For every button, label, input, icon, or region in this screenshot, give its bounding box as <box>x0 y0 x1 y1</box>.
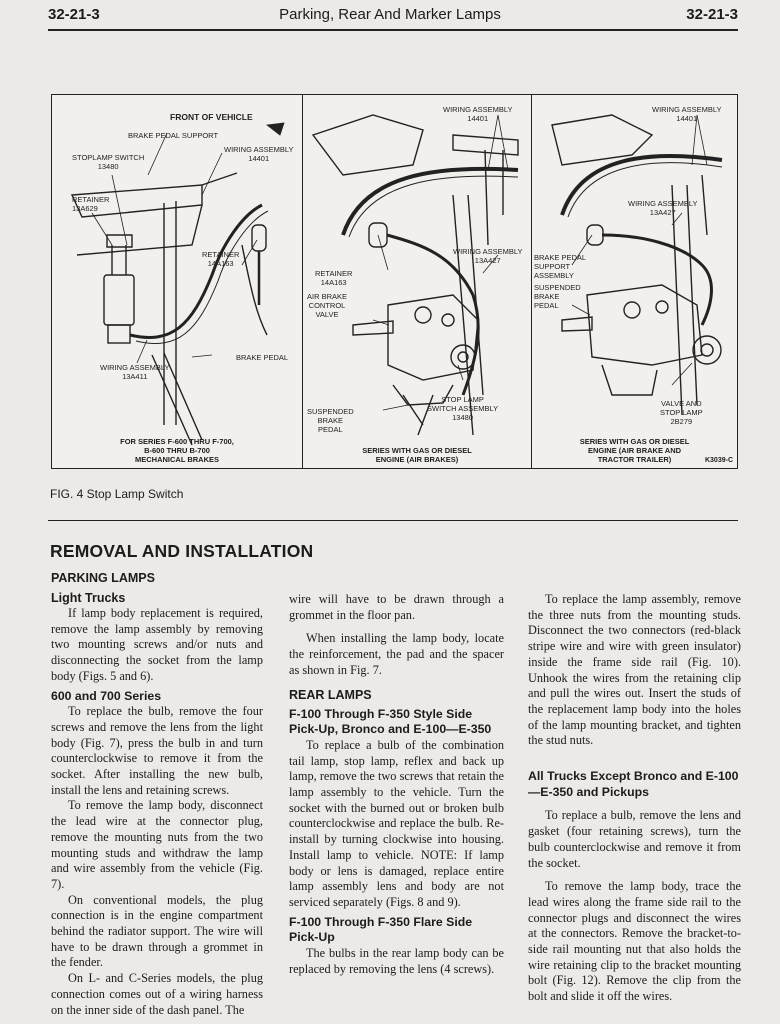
section-rule <box>48 520 738 521</box>
panel2-caption: SERIES WITH GAS OR DIESEL ENGINE (AIR BRAKES) <box>362 446 472 464</box>
tractor-trailer-illustration <box>532 95 737 468</box>
figure-panel-mechanical-brakes <box>52 95 303 468</box>
figure-panel-tractor-trailer <box>532 95 737 468</box>
label-wiring-assembly-13a427: WIRING ASSEMBLY 13A427 <box>628 199 698 217</box>
page-number-left: 32-21-3 <box>48 6 100 23</box>
paragraph: To replace a bulb of the combination tail lamp, stop lamp, reflex and back up lamp, remove the two screws that retain the lamp assembly to the vehicle. Turn the socket with the burned out or broken bulb counterclockwise and replace the bulb. Re-install by turning clockwise into housing. Install lamp to vehicle. NOTE: If lamp body or lens is damaged, replace entire lamp assembly lens and body are not serviced separately (Figs. 8 and 9). <box>289 737 504 909</box>
paragraph: To remove the lamp body, trace the lead wires along the frame side rail to the connector plugs and disconnect the wires at the connectors. Remove the bracket-to-side rail mounting nut that also holds the wire retaining clip to the bracket mounting bolt (Fig. 12). Remove the clip from the bolt and slide it off the wires. <box>528 879 741 1004</box>
text-column-1 <box>51 570 263 1018</box>
paragraph: On conventional models, the plug connection is in the engine compartment behind the radiator support. The wire will have to be drawn through a grommet in the fender. <box>51 892 263 970</box>
heading-light-trucks: Light Trucks <box>51 591 126 605</box>
header-rule <box>48 29 738 31</box>
heading-rear-lamps: REAR LAMPS <box>289 687 372 702</box>
label-retainer-13a629: RETAINER 13A629 <box>72 195 110 213</box>
label-suspended-brake-pedal: SUSPENDED BRAKE PEDAL <box>534 283 581 310</box>
label-valve-and-stop-lamp: VALVE AND STOP LAMP 2B279 <box>660 399 703 426</box>
heading-parking-lamps: PARKING LAMPS <box>51 571 155 585</box>
figure-caption: FIG. 4 Stop Lamp Switch <box>50 487 184 501</box>
paragraph: If lamp body replacement is required, remove the lamp assembly by removing two mounting screws and/or nuts and disconnecting the socket from the lamp body (Figs. 5 and 6). <box>51 606 263 683</box>
label-air-brake-control-valve: AIR BRAKE CONTROL VALVE <box>307 292 348 319</box>
panel1-caption: FOR SERIES F-600 THRU F-700, B-600 THRU B-700 MECHANICAL BRAKES <box>120 437 234 464</box>
page-header-title: Parking, Rear And Marker Lamps <box>279 6 501 23</box>
label-retainer-14a163: RETAINER 14A163 <box>202 250 240 268</box>
label-brake-pedal-support-assembly: BRAKE PEDAL SUPPORT ASSEMBLY <box>534 253 587 280</box>
label-brake-pedal: BRAKE PEDAL <box>236 353 289 362</box>
figure-stop-lamp-switch <box>51 94 738 469</box>
label-wiring-assembly-13a427: WIRING ASSEMBLY 13A427 <box>453 247 523 265</box>
label-wiring-assembly-14401: WIRING ASSEMBLY 14401 <box>652 105 722 123</box>
section-title: REMOVAL AND INSTALLATION <box>50 541 314 561</box>
heading-style-side-pickup: F-100 Through F-350 Style Side Pick-Up, Bronco and E-100—E-350 <box>289 706 492 737</box>
heading-600-700-series: 600 and 700 Series <box>51 688 162 703</box>
label-wiring-assembly-bottom: WIRING ASSEMBLY 13A411 <box>100 363 170 381</box>
paragraph: The bulbs in the rear lamp body can be replaced by removing the lens (4 screws). <box>289 946 504 976</box>
page-number-right: 32-21-3 <box>686 6 738 23</box>
figure-code: K3039-C <box>704 457 733 464</box>
paragraph: When installing the lamp body, locate the reinforcement, the pad and the spacer as shown in Fig. 7. <box>289 631 504 677</box>
label-suspended-brake-pedal: SUSPENDED BRAKE PEDAL <box>307 407 354 434</box>
paragraph: wire will have to be drawn through a grommet in the floor pan. <box>289 592 504 622</box>
paragraph: On L- and C-Series models, the plug connection comes out of a wiring harness on the inner side of the dash panel. The <box>51 971 263 1017</box>
label-wiring-assembly-14401: WIRING ASSEMBLY 14401 <box>443 105 513 123</box>
text-column-2 <box>289 592 504 977</box>
heading-flare-side-pickup: F-100 Through F-350 Flare Side Pick-Up <box>289 914 473 945</box>
paragraph: To replace the lamp assembly, remove the three nuts from the mounting studs. Disconnect the two connectors (red-black stripe wire and wire with green insulator) inside the frame side rail (Fig. 10). Unhook the wires from the retaining clip and pull the wires out. Insert the studs of the replacement lamp body into the holes of the lamp mounting bracket, and tighten the stud nuts. <box>528 592 741 748</box>
heading-all-trucks-except: All Trucks Except Bronco and E-100—E-350 and Pickups <box>528 769 739 799</box>
figure-panel-air-brakes <box>303 95 532 468</box>
label-stoplamp-switch: STOPLAMP SWITCH 13480 <box>72 153 145 171</box>
paragraph: To replace the bulb, remove the four screws and remove the lens from the light body (Fig. 7), press the bulb in and turn counterclockwise to remove it from the socket. After installing the new bulb, install the lens and retaining screws. <box>51 704 263 797</box>
paragraph: To replace a bulb, remove the lens and gasket (four retaining screws), turn the bulb counterclockwise and remove it from the socket. <box>528 808 741 870</box>
panel3-caption: SERIES WITH GAS OR DIESEL ENGINE (AIR BRAKE AND TRACTOR TRAILER) <box>579 437 690 464</box>
label-retainer-14a163: RETAINER 14A163 <box>315 269 353 287</box>
label-stop-lamp-switch-assembly: STOP LAMP SWITCH ASSEMBLY 13480 <box>427 395 499 422</box>
label-wiring-assembly-top: WIRING ASSEMBLY 14401 <box>224 145 294 163</box>
label-front-of-vehicle: FRONT OF VEHICLE <box>170 112 253 122</box>
paragraph: To remove the lamp body, disconnect the lead wire at the connector plug, remove the mounting nuts from the two mounting studs and withdraw the lamp and wire assembly from the vehicle (Fig. 7). <box>51 798 263 891</box>
label-brake-pedal-support: BRAKE PEDAL SUPPORT <box>128 131 219 140</box>
text-column-3 <box>528 592 741 1005</box>
